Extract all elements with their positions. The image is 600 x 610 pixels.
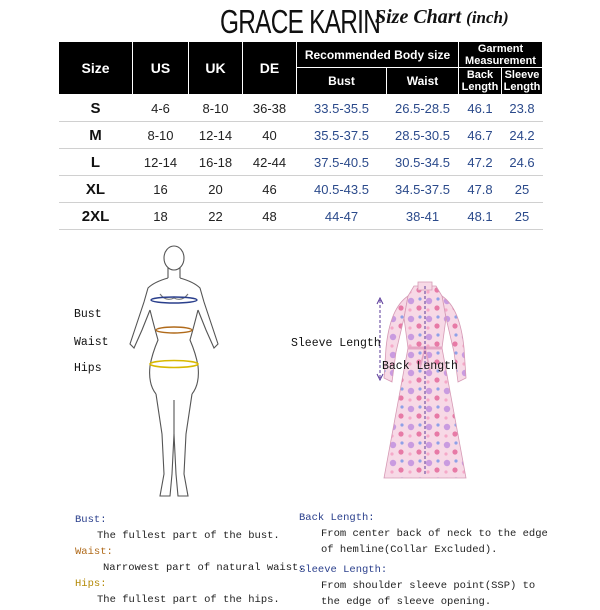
header-size: Size: [59, 42, 133, 95]
cell-size: 2XL: [59, 203, 133, 230]
sleeve-length-term: Sleeve Length:: [299, 564, 388, 576]
header-garment-line2: Measurement: [465, 54, 536, 67]
body-definitions: [75, 512, 305, 608]
bust-label: Bust: [74, 308, 102, 321]
table-row: [59, 203, 543, 230]
cell-de: 42-44: [243, 149, 297, 176]
title-unit: (inch): [466, 8, 509, 27]
sleeve-length-definition-1: From shoulder sleeve point(SSP) to: [321, 580, 536, 592]
cell-back-length: 48.1: [459, 203, 502, 230]
cell-bust: 35.5-37.5: [297, 122, 387, 149]
table-row: [59, 149, 543, 176]
header-recommended: Recommended Body size: [297, 42, 459, 68]
cell-waist: 30.5-34.5: [387, 149, 459, 176]
header-back-length-2: Length: [461, 81, 499, 93]
cell-waist: 38-41: [387, 203, 459, 230]
cell-de: 48: [243, 203, 297, 230]
garment-definitions: [299, 510, 548, 610]
cell-waist: 34.5-37.5: [387, 176, 459, 203]
cell-us: 16: [133, 176, 189, 203]
dress-illustration: [370, 278, 480, 503]
header-sleeve-length: [502, 68, 543, 95]
size-table: [58, 41, 543, 230]
cell-us: 4-6: [133, 95, 189, 122]
cell-bust: 40.5-43.5: [297, 176, 387, 203]
cell-bust: 37.5-40.5: [297, 149, 387, 176]
cell-back-length: 46.1: [459, 95, 502, 122]
cell-waist: 28.5-30.5: [387, 122, 459, 149]
header-back-length: [459, 68, 502, 95]
cell-de: 40: [243, 122, 297, 149]
header-garment: [459, 42, 543, 68]
cell-de: 46: [243, 176, 297, 203]
cell-uk: 22: [189, 203, 243, 230]
page-title: [375, 6, 509, 29]
cell-size: M: [59, 122, 133, 149]
table-row: [59, 95, 543, 122]
cell-uk: 12-14: [189, 122, 243, 149]
header-us: US: [133, 42, 189, 95]
cell-sleeve-length: 24.6: [502, 149, 543, 176]
cell-us: 8-10: [133, 122, 189, 149]
cell-uk: 20: [189, 176, 243, 203]
cell-us: 18: [133, 203, 189, 230]
waist-label: Waist: [74, 336, 109, 349]
cell-sleeve-length: 24.2: [502, 122, 543, 149]
header-sleeve-length-2: Length: [503, 81, 541, 93]
bust-definition: The fullest part of the bust.: [97, 530, 280, 542]
brand-logo: GRACE KARIN: [220, 3, 381, 40]
cell-back-length: 47.8: [459, 176, 502, 203]
table-row: [59, 176, 543, 203]
back-length-term: Back Length:: [299, 512, 375, 524]
header-de: DE: [243, 42, 297, 95]
cell-size: S: [59, 95, 133, 122]
back-length-definition-1: From center back of neck to the edge: [321, 528, 548, 540]
cell-uk: 16-18: [189, 149, 243, 176]
back-length-definition-2: of hemline(Collar Excluded).: [321, 544, 498, 556]
cell-sleeve-length: 23.8: [502, 95, 543, 122]
table-row: [59, 122, 543, 149]
cell-size: XL: [59, 176, 133, 203]
back-length-label: Back Length: [382, 360, 458, 373]
cell-sleeve-length: 25: [502, 203, 543, 230]
cell-bust: 44-47: [297, 203, 387, 230]
header-bust: Bust: [297, 68, 387, 95]
mannequin-figure: [118, 244, 228, 504]
waist-term: Waist:: [75, 546, 113, 558]
cell-size: L: [59, 149, 133, 176]
cell-sleeve-length: 25: [502, 176, 543, 203]
title-text: Size Chart: [375, 6, 462, 28]
cell-us: 12-14: [133, 149, 189, 176]
hips-definition: The fullest part of the hips.: [97, 594, 280, 606]
hips-label: Hips: [74, 362, 102, 375]
cell-uk: 8-10: [189, 95, 243, 122]
cell-de: 36-38: [243, 95, 297, 122]
header-uk: UK: [189, 42, 243, 95]
header-garment-line1: Garment: [477, 42, 524, 55]
cell-bust: 33.5-35.5: [297, 95, 387, 122]
hips-measure-line: [150, 361, 198, 368]
cell-back-length: 47.2: [459, 149, 502, 176]
waist-definition: Narrowest part of natural waist.: [103, 562, 305, 574]
header-waist: Waist: [387, 68, 459, 95]
header-sleeve-length-1: Sleeve: [504, 69, 540, 81]
sleeve-length-label: Sleeve Length: [291, 337, 381, 350]
cell-waist: 26.5-28.5: [387, 95, 459, 122]
header-back-length-1: Back: [466, 69, 494, 81]
sleeve-length-definition-2: the edge of sleeve opening.: [321, 596, 492, 608]
bust-term: Bust:: [75, 514, 107, 526]
cell-back-length: 46.7: [459, 122, 502, 149]
waist-measure-line: [156, 327, 192, 333]
hips-term: Hips:: [75, 578, 107, 590]
